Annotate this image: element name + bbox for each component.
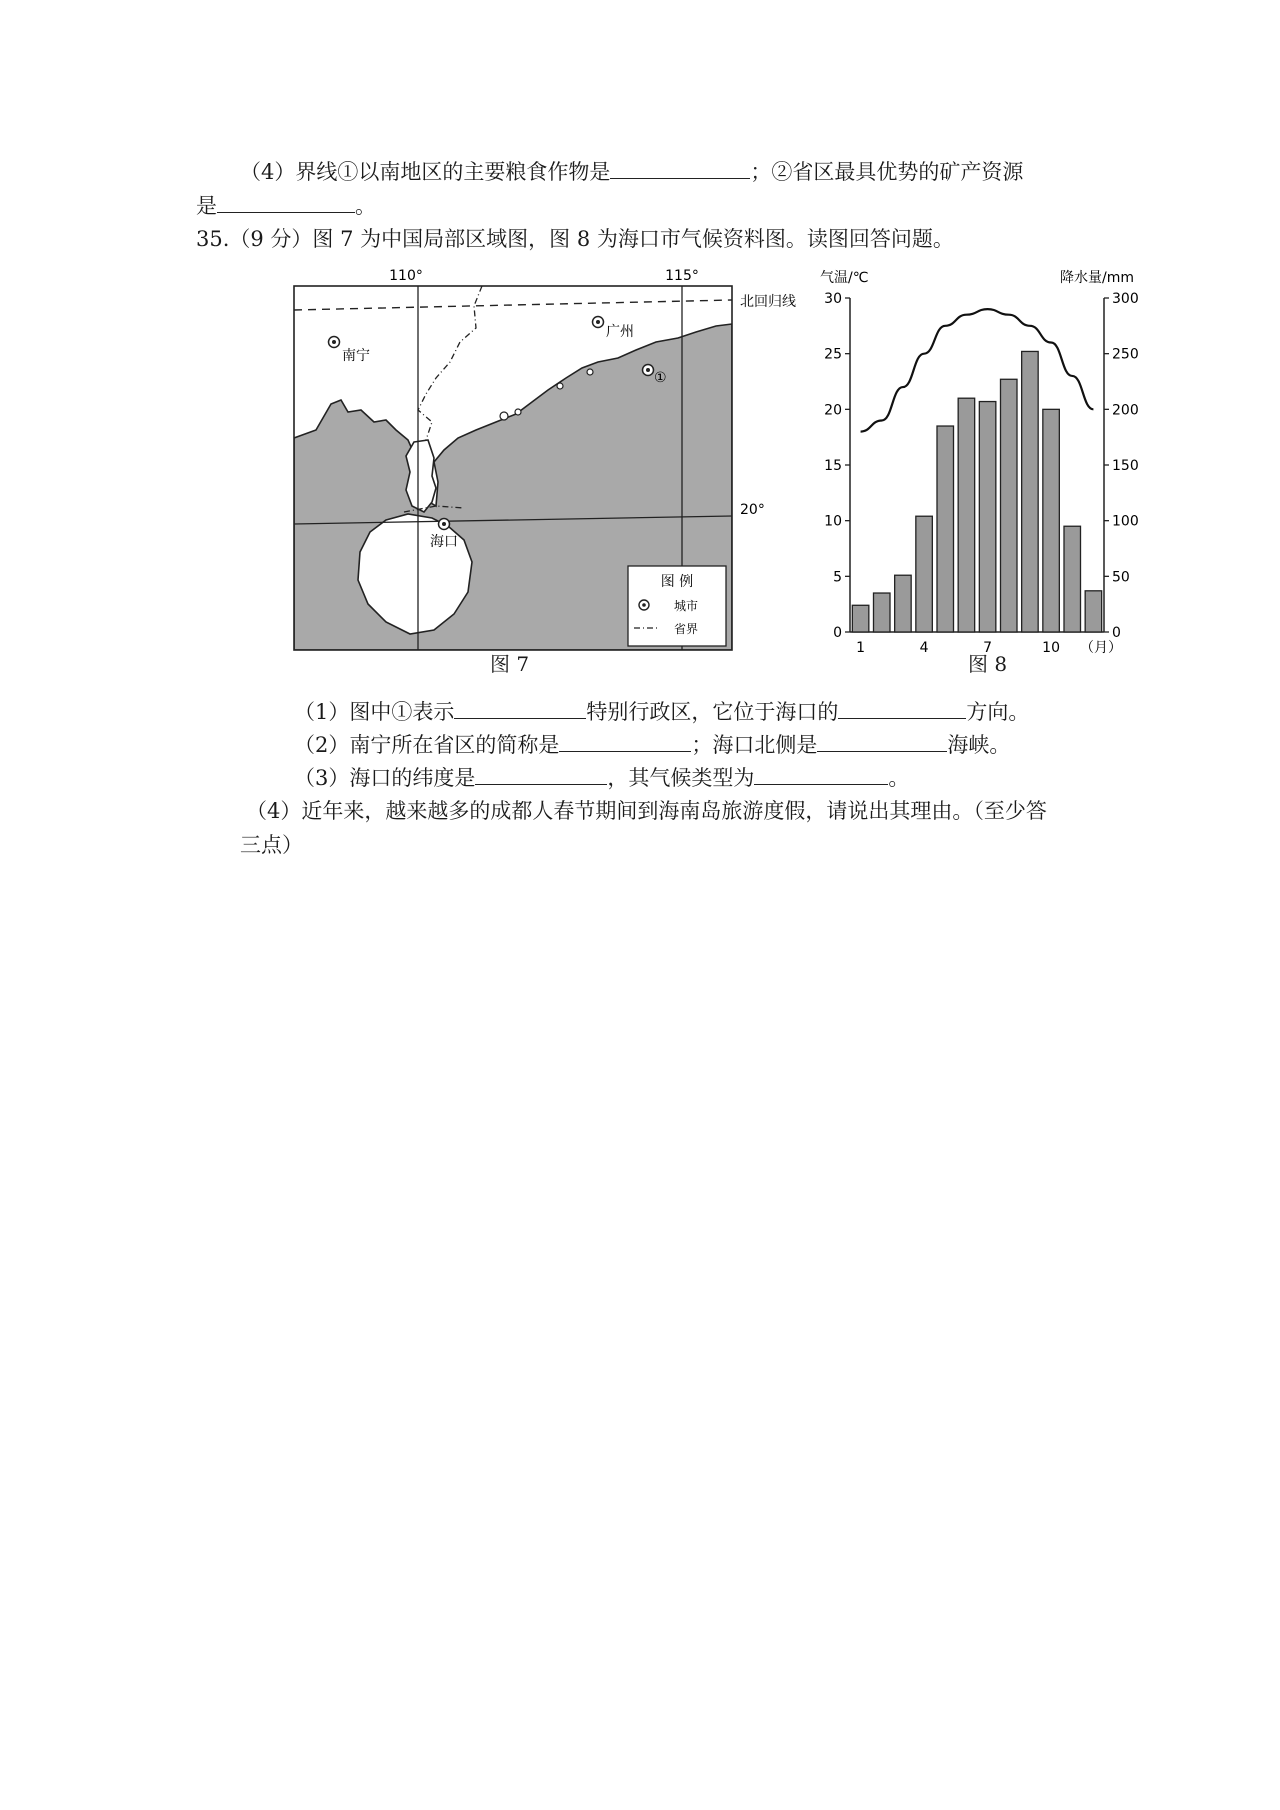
city-label-haikou: 海口 xyxy=(430,534,458,550)
q35-3-c: 。 xyxy=(888,766,910,790)
q35-1-c: 方向。 xyxy=(966,700,1030,724)
lat-label-20: 20° xyxy=(740,502,765,518)
y-left-tick-label: 20 xyxy=(824,402,842,419)
y-left-tick-label: 15 xyxy=(824,458,842,474)
y-right-tick-label: 300 xyxy=(1112,291,1139,307)
q34-4-line2-end: 。 xyxy=(355,194,376,218)
y-right-label: 降水量/mm xyxy=(1060,270,1134,286)
chart-figure xyxy=(810,262,1150,676)
y-right-tick-label: 200 xyxy=(1112,402,1139,419)
x-tick-label: 1 xyxy=(856,640,866,656)
q35-1-a: （1）图中①表示 xyxy=(294,700,455,724)
q35-2 xyxy=(294,729,1010,760)
precip-bar xyxy=(852,605,869,632)
precip-bar xyxy=(1064,526,1081,632)
lon-label-115: 115° xyxy=(665,268,699,284)
y-left-label: 气温/℃ xyxy=(820,270,869,286)
island xyxy=(515,409,521,415)
precip-bar xyxy=(1022,351,1039,632)
y-right-tick-label: 50 xyxy=(1112,569,1130,586)
map-caption: 图 7 xyxy=(490,652,530,676)
precip-bar xyxy=(873,593,890,632)
y-right-tick-label: 150 xyxy=(1112,458,1139,474)
y-right-tick-label: 250 xyxy=(1112,346,1139,363)
precip-bar xyxy=(958,398,975,632)
q35-1 xyxy=(294,696,1029,727)
q35-3 xyxy=(294,762,909,793)
q34-4-line2-start: 是 xyxy=(196,194,217,218)
y-left-tick-label: 10 xyxy=(824,513,842,530)
q34-4-line2 xyxy=(196,190,376,221)
island xyxy=(557,383,563,389)
leizhou-peninsula xyxy=(406,440,436,512)
x-tick-label: 10 xyxy=(1042,640,1060,656)
q34-4-text-a: （4）界线①以南地区的主要粮食作物是 xyxy=(240,160,611,184)
map-figure xyxy=(286,262,806,676)
answer-blank[interactable] xyxy=(610,156,750,179)
answer-blank[interactable] xyxy=(559,729,691,752)
x-tick-label: 7 xyxy=(983,640,993,656)
legend-title: 图 例 xyxy=(660,574,694,590)
island xyxy=(587,369,593,375)
y-right-tick-label: 0 xyxy=(1112,625,1121,641)
q34-4-sep: ； xyxy=(750,160,772,184)
answer-blank[interactable] xyxy=(838,696,966,719)
q35-2-b: ；海口北侧是 xyxy=(691,733,818,757)
map-svg xyxy=(286,262,806,672)
q34-4-text-b: ②省区最具优势的矿产资源 xyxy=(771,160,1024,184)
q35-3-a: （3）海口的纬度是 xyxy=(294,766,476,790)
lon-label-110: 110° xyxy=(389,268,423,284)
precip-bar xyxy=(895,575,912,632)
map-marker-1: ① xyxy=(654,370,667,386)
answer-blank[interactable] xyxy=(754,762,888,785)
q35-header: 35.（9 分）图 7 为中国局部区域图，图 8 为海口市气候资料图。读图回答问题。 xyxy=(196,227,954,251)
x-tick-label: 4 xyxy=(919,640,929,656)
city-label-guangzhou: 广州 xyxy=(606,324,634,340)
q35-2-a: （2）南宁所在省区的简称是 xyxy=(294,733,560,757)
tropic-label: 北回归线 xyxy=(740,294,796,310)
q35-1-b: 特别行政区，它位于海口的 xyxy=(586,700,839,724)
answer-blank[interactable] xyxy=(217,190,355,213)
y-left-tick-label: 5 xyxy=(833,569,842,586)
precip-bar xyxy=(916,516,933,632)
answer-blank[interactable] xyxy=(454,696,586,719)
answer-blank[interactable] xyxy=(817,729,947,752)
legend-border: 省界 xyxy=(674,622,699,636)
climate-chart xyxy=(810,262,1150,672)
legend-city: 城市 xyxy=(674,599,699,613)
y-right-tick-label: 100 xyxy=(1112,513,1139,530)
q34-4-line1 xyxy=(240,156,1023,187)
map-legend xyxy=(628,566,726,646)
q35-3-b: ，其气候类型为 xyxy=(607,766,755,790)
island xyxy=(500,412,508,420)
y-left-tick-label: 25 xyxy=(824,346,842,363)
y-left-tick-label: 30 xyxy=(824,291,842,307)
precip-bar xyxy=(979,402,996,632)
precip-bar xyxy=(1000,379,1017,632)
precip-bar xyxy=(1085,591,1102,632)
y-left-tick-label: 0 xyxy=(833,625,842,641)
city-label-nanning: 南宁 xyxy=(342,348,370,364)
q35-4-line2: 三点） xyxy=(240,833,303,857)
chart-caption: 图 8 xyxy=(968,652,1008,676)
precip-bar xyxy=(937,426,954,632)
x-unit-label: （月） xyxy=(1080,640,1122,656)
answer-blank[interactable] xyxy=(475,762,607,785)
q35-4-line1: （4）近年来，越来越多的成都人春节期间到海南岛旅游度假，请说出其理由。（至少答 xyxy=(246,799,1047,823)
precip-bar xyxy=(1043,409,1060,632)
q35-2-c: 海峡。 xyxy=(947,733,1011,757)
